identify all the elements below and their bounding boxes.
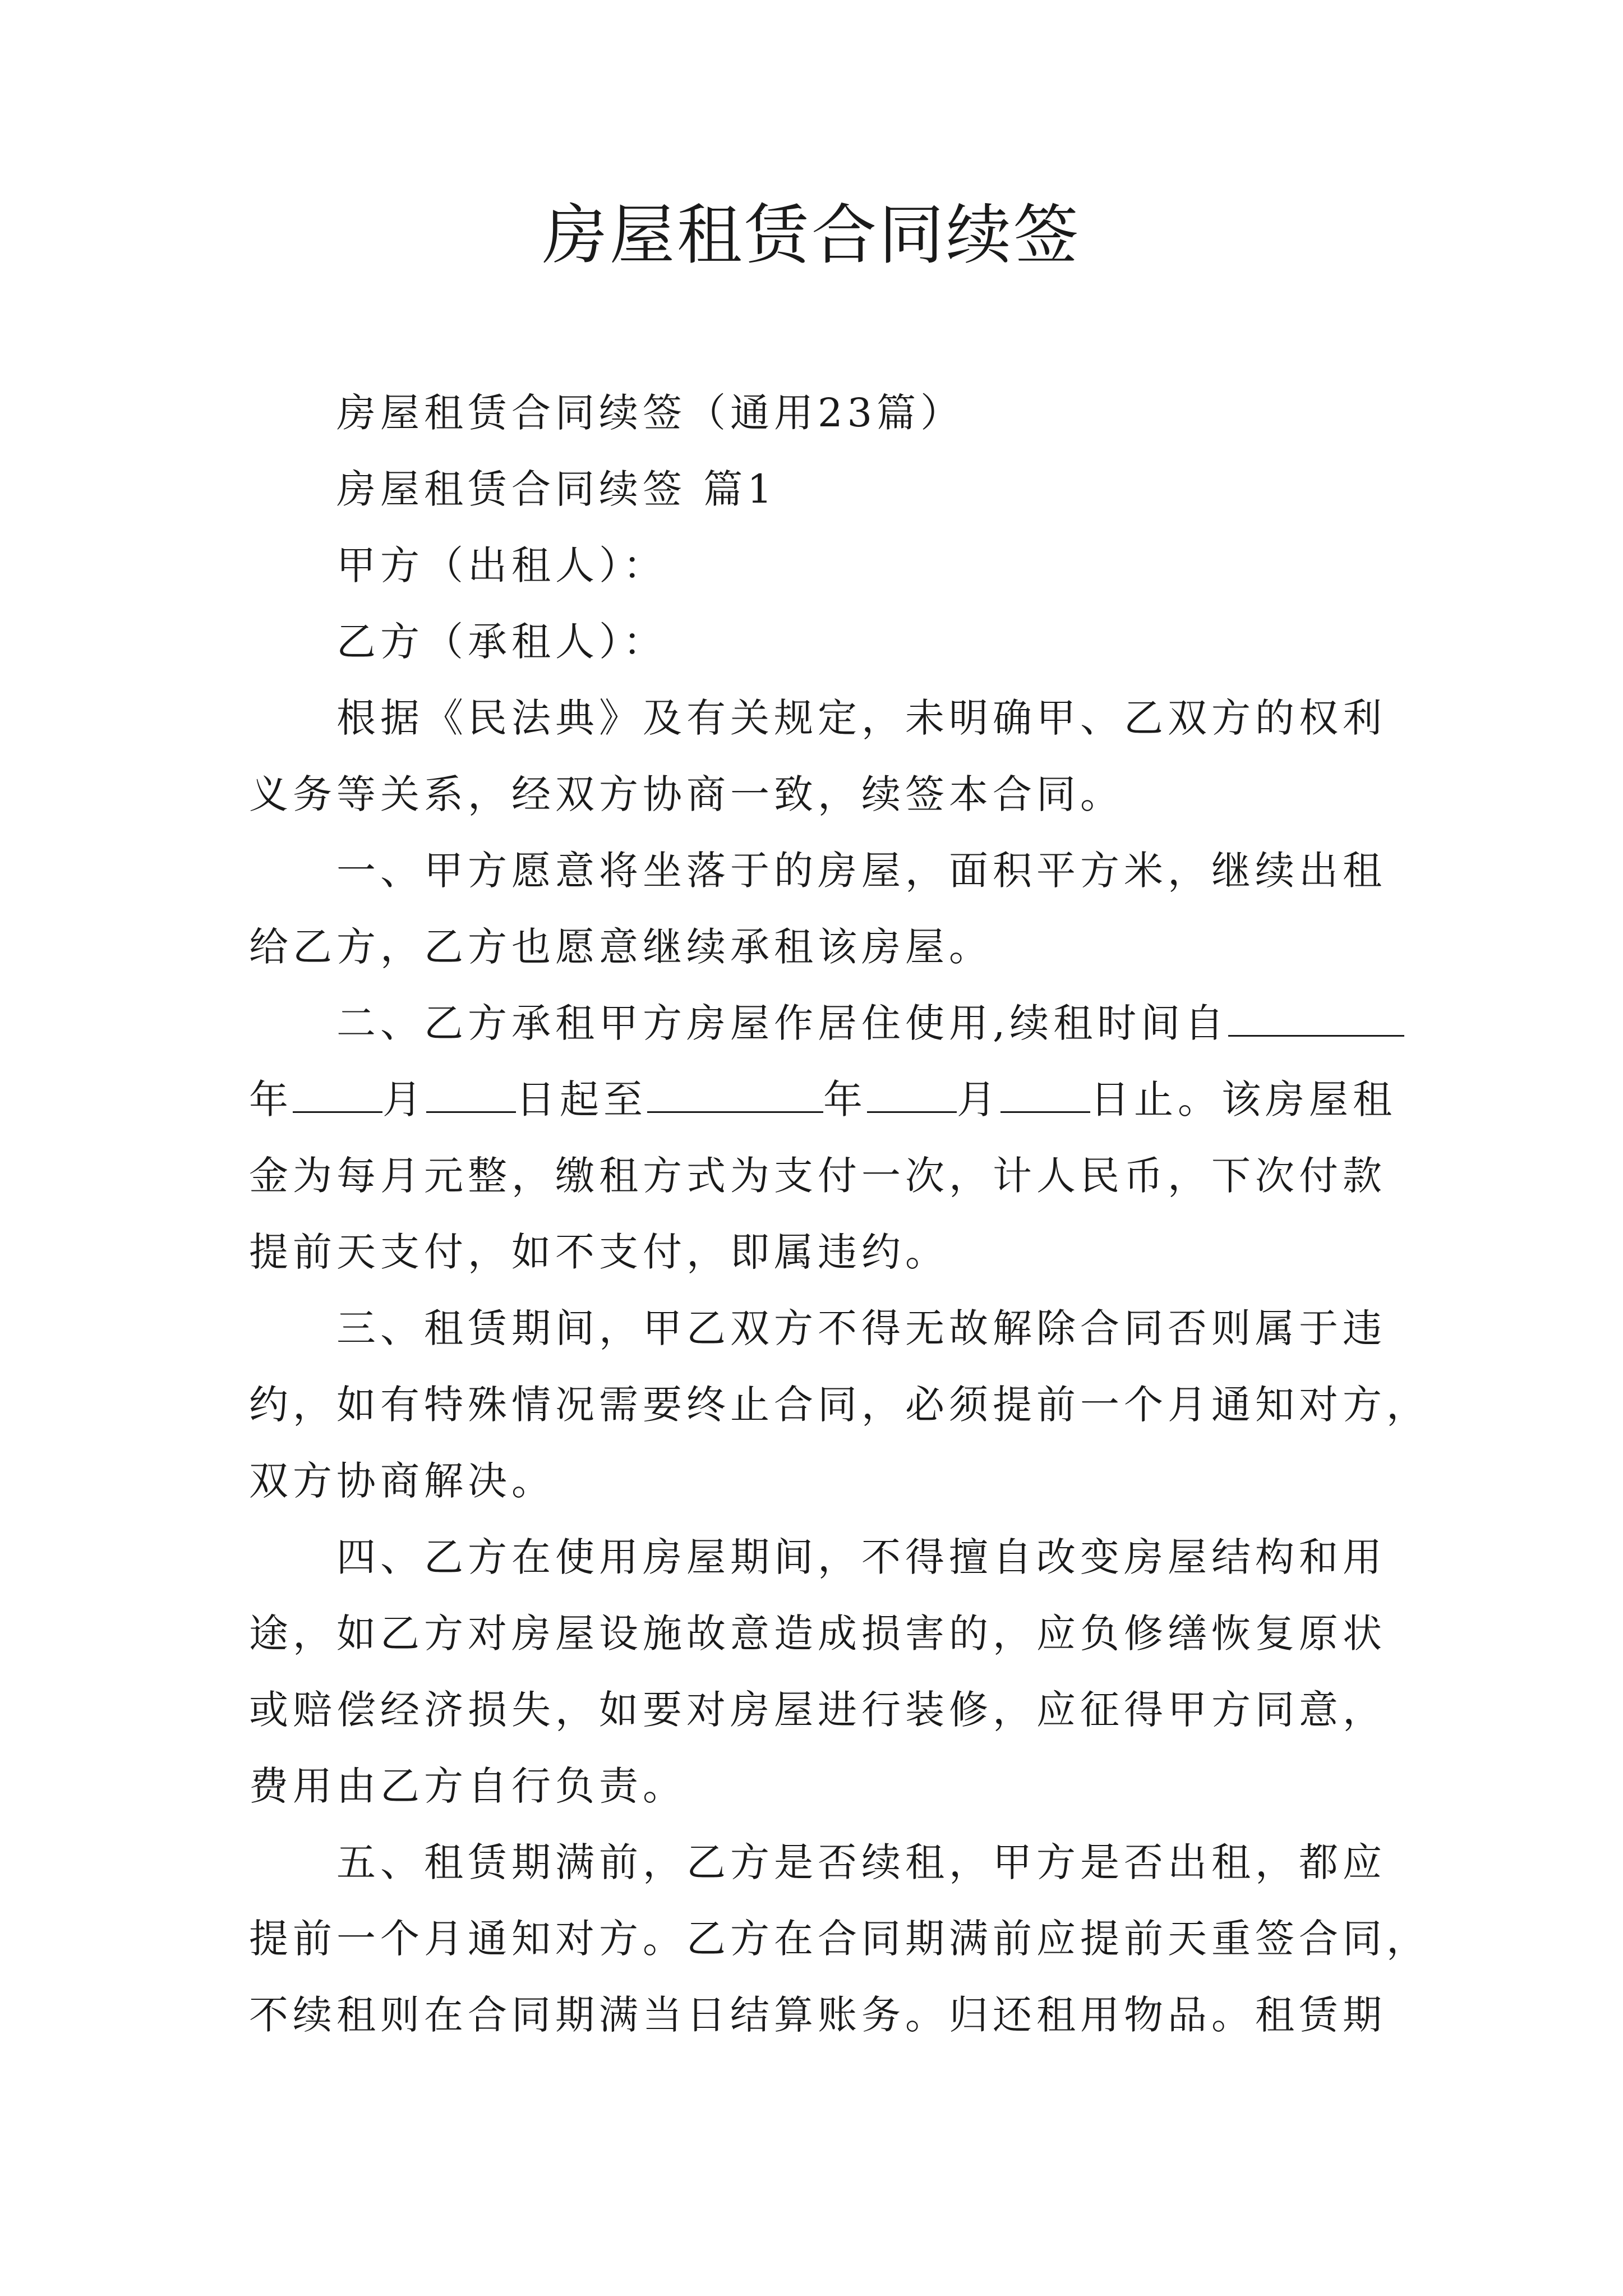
clause-5-line-3: 不续租则在合同期满当日结算账务。归还租用物品。租赁期 bbox=[249, 1992, 1386, 2038]
blank-end-day bbox=[1000, 1072, 1090, 1113]
label-month: 月 bbox=[382, 1076, 426, 1122]
clause-2-line-3: 金为每月元整，缴租方式为支付一次，计人民币，下次付款 bbox=[249, 1153, 1386, 1199]
clause-1-line-2: 给乙方，乙方也愿意继续承租该房屋。 bbox=[249, 924, 993, 970]
blank-start-month bbox=[293, 1072, 382, 1113]
clause-2-text: 二、乙方承租甲方房屋作居住使用,续租时间自 bbox=[336, 1000, 1229, 1046]
clause-5-line-2: 提前一个月通知对方。乙方在合同期满前应提前天重签合同， bbox=[249, 1916, 1430, 1962]
label-month-2: 月 bbox=[957, 1076, 1000, 1122]
label-end: 日止。该房屋租 bbox=[1090, 1076, 1396, 1122]
clause-3-line-2: 约，如有特殊情况需要终止合同，必须提前一个月通知对方， bbox=[249, 1382, 1430, 1428]
clause-1-line-1: 一、甲方愿意将坐落于的房屋，面积平方米，继续出租 bbox=[336, 848, 1386, 894]
intro-line-1: 根据《民法典》及有关规定，未明确甲、乙双方的权利 bbox=[336, 695, 1386, 741]
party-b-line: 乙方（承租人）： bbox=[336, 619, 667, 665]
label-year-2: 年 bbox=[823, 1076, 867, 1122]
clause-4-line-4: 费用由乙方自行负责。 bbox=[249, 1763, 686, 1809]
clause-3-line-1: 三、租赁期间，甲乙双方不得无故解除合同否则属于违 bbox=[336, 1305, 1386, 1351]
blank-end-year bbox=[647, 1072, 823, 1113]
party-a-line: 甲方（出租人）： bbox=[336, 542, 667, 588]
section-heading: 房屋租赁合同续签 篇1 bbox=[336, 466, 777, 512]
document-subtitle: 房屋租赁合同续签（通用23篇） bbox=[336, 390, 965, 436]
clause-4-line-2: 途，如乙方对房屋设施故意造成损害的，应负修缮恢复原状 bbox=[249, 1611, 1386, 1657]
clause-2-line-4: 提前天支付，如不支付，即属违约。 bbox=[249, 1229, 949, 1275]
clause-4-line-3: 或赔偿经济损失，如要对房屋进行装修，应征得甲方同意， bbox=[249, 1687, 1386, 1733]
label-year: 年 bbox=[249, 1076, 293, 1122]
clause-2-line-1 bbox=[336, 995, 1404, 1051]
clause-3-line-3: 双方协商解决。 bbox=[249, 1458, 555, 1504]
label-day-to: 日起至 bbox=[516, 1076, 647, 1122]
clause-4-line-1: 四、乙方在使用房屋期间，不得擅自改变房屋结构和用 bbox=[336, 1534, 1386, 1580]
blank-start-day bbox=[426, 1072, 516, 1113]
clause-5-line-1: 五、租赁期满前，乙方是否续租，甲方是否出租，都应 bbox=[336, 1839, 1386, 1885]
clause-2-line-2 bbox=[249, 1071, 1404, 1128]
document-title: 房屋租赁合同续签 bbox=[542, 197, 1081, 273]
blank-start-year bbox=[1228, 996, 1404, 1037]
intro-line-2: 义务等关系，经双方协商一致，续签本合同。 bbox=[249, 771, 1124, 817]
blank-end-month bbox=[867, 1072, 957, 1113]
